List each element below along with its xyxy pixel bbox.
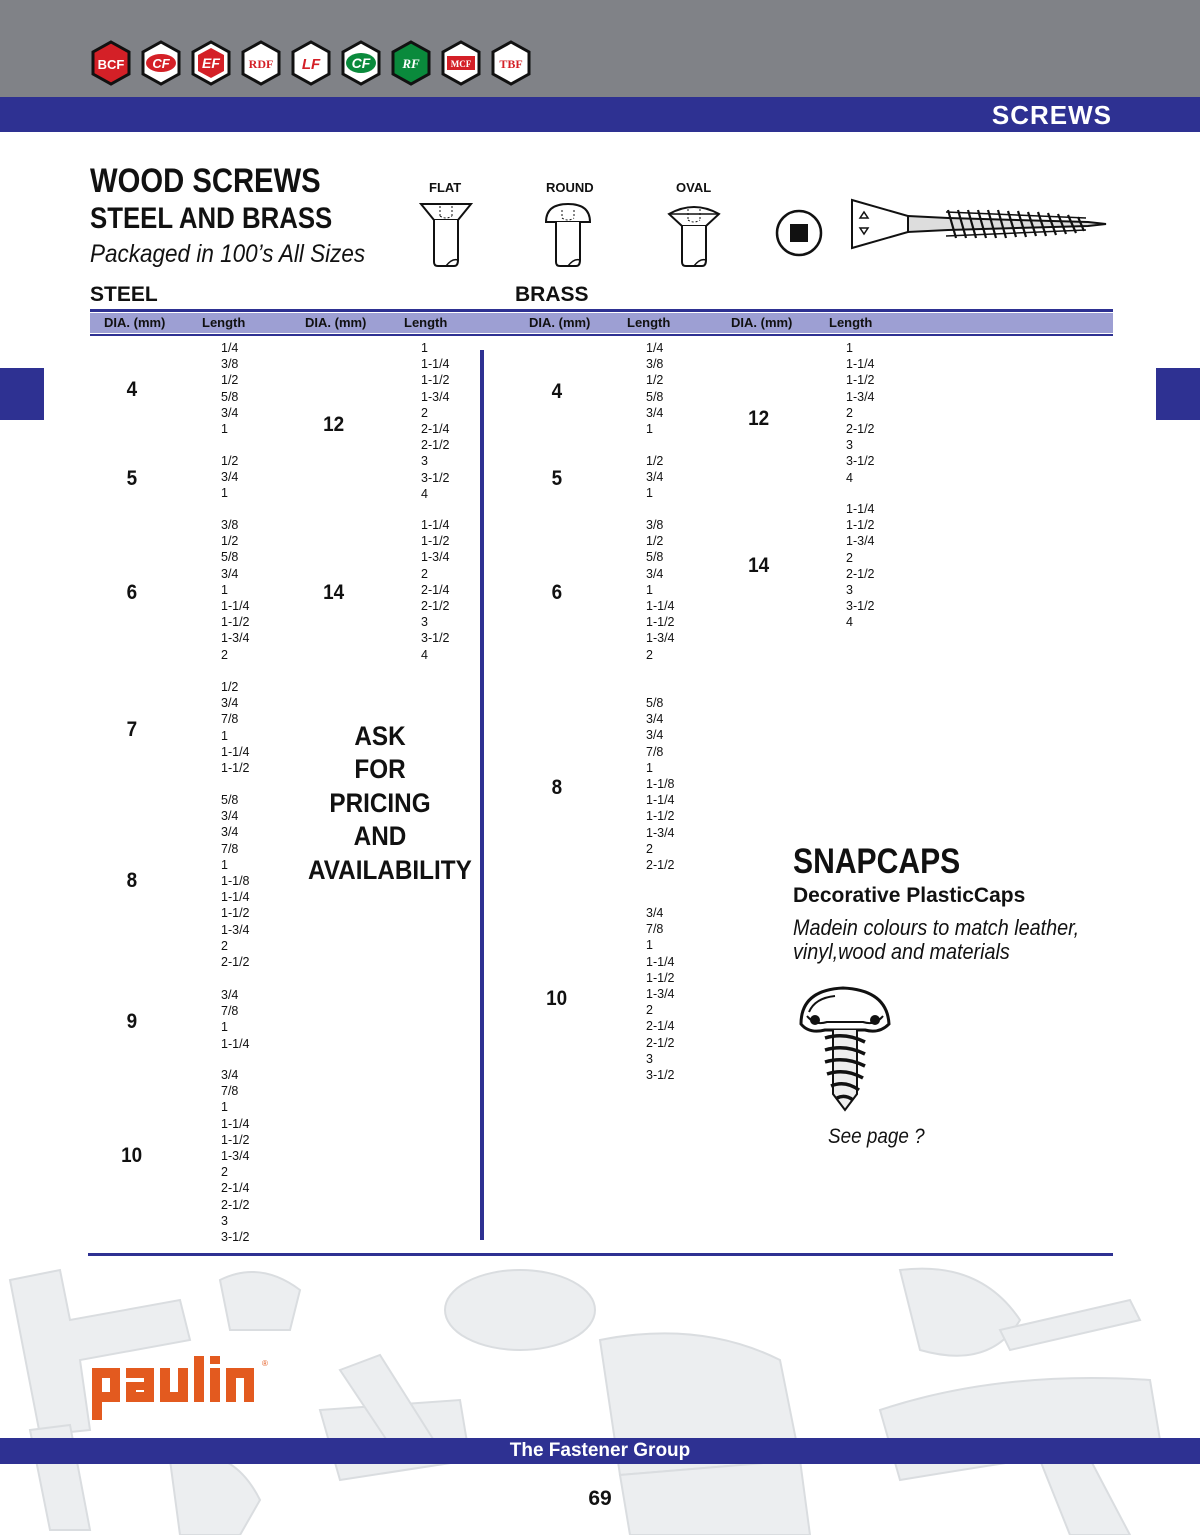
cf-logo-icon: [138, 40, 184, 86]
brass-dia-14: 14: [748, 554, 770, 577]
brass-lengths-14: 1-1/4 1-1/2 1-3/4 2 2-1/2 3 3-1/2 4: [846, 502, 875, 630]
head-type-flat-label: FLAT: [429, 180, 462, 195]
see-page-note: See page ?: [828, 1125, 925, 1148]
brass-dia-8: 8: [551, 776, 563, 799]
snapcap-screw-illustration-icon: [795, 982, 895, 1112]
lf-logo-icon: [288, 40, 334, 86]
brass-dia-header-2: DIA. (mm): [731, 315, 793, 330]
steel-lengths-8: 5/8 3/4 3/4 7/8 1 1-1/8 1-1/4 1-1/2 1-3/4 2 2-1/2: [221, 793, 250, 970]
cf-green-logo-icon: [338, 40, 384, 86]
steel-lengths-5: 1/2 3/4 1: [221, 454, 239, 501]
steel-dia-8: 8: [126, 869, 138, 892]
bcf-logo-icon: [88, 40, 134, 86]
square-drive-icon: [774, 208, 824, 258]
header-under-rule: [90, 334, 1113, 336]
brass-dia-10: 10: [546, 987, 568, 1010]
page-title: WOOD SCREWS: [90, 162, 321, 200]
steel-lengths-4: 1/4 3/8 1/2 5/8 3/4 1: [221, 341, 239, 437]
paulin-logo-icon: [92, 1356, 268, 1422]
column-header-row: [90, 313, 1113, 333]
company-name: The Fastener Group: [509, 1440, 691, 1461]
svg-text:®: ®: [262, 1359, 268, 1368]
brass-length-header: Length: [627, 315, 671, 330]
brass-lengths-12: 1 1-1/4 1-1/2 1-3/4 2 2-1/2 3 3-1/2 4: [846, 341, 875, 485]
rf-logo-icon: [388, 40, 434, 86]
brass-dia-4: 4: [551, 380, 563, 403]
steel-dia-5: 5: [126, 467, 138, 490]
page-subtitle: STEEL AND BRASS: [90, 202, 333, 235]
svg-text:LF: LF: [301, 56, 321, 73]
snapcaps-subtitle: Decorative PlasticCaps: [793, 884, 1026, 907]
steel-lengths-10: 3/4 7/8 1 1-1/4 1-1/2 1-3/4 2 2-1/4 2-1/2 3 3-1/2: [221, 1068, 250, 1245]
brass-dia-5: 5: [551, 467, 563, 490]
brass-lengths-6: 3/8 1/2 5/8 3/4 1 1-1/4 1-1/2 1-3/4 2: [646, 518, 675, 662]
brass-lengths-8: 5/8 3/4 3/4 7/8 1 1-1/8 1-1/4 1-1/2 1-3/4 2 2-1/2: [646, 696, 675, 873]
brass-lengths-10: 3/4 7/8 1 1-1/4 1-1/2 1-3/4 2 2-1/4 2-1/2 3 3-1/2: [646, 906, 675, 1083]
head-type-oval-label: OVAL: [676, 180, 712, 195]
brass-length-header-2: Length: [829, 315, 873, 330]
tbf-logo-icon: [488, 40, 534, 86]
section-title: SCREWS: [991, 100, 1112, 130]
svg-text:BCF: BCF: [97, 57, 125, 72]
steel-brass-divider: [480, 350, 484, 1240]
table-top-rule: [90, 309, 1113, 312]
steel-length-header-2: Length: [404, 315, 448, 330]
steel-dia-header-2: DIA. (mm): [305, 315, 367, 330]
steel-dia-14: 14: [323, 581, 345, 604]
svg-text:CF: CF: [152, 56, 170, 71]
mcf-logo-icon: [438, 40, 484, 86]
brass-dia-12: 12: [748, 407, 770, 430]
brand-logos: [88, 40, 534, 86]
steel-dia-12: 12: [323, 413, 345, 436]
brass-dia-6: 6: [551, 581, 563, 604]
steel-dia-9: 9: [126, 1010, 138, 1033]
snapcaps-description: Madein colours to match leather, vinyl,wood and materials: [793, 915, 1080, 964]
brass-lengths-4: 1/4 3/8 1/2 5/8 3/4 1: [646, 341, 664, 437]
oval-head-screw-icon: [666, 200, 722, 272]
steel-lengths-6: 3/8 1/2 5/8 3/4 1 1-1/4 1-1/2 1-3/4 2: [221, 518, 250, 662]
steel-dia-6: 6: [126, 581, 138, 604]
side-tab-right: [1156, 368, 1200, 420]
brass-dia-header: DIA. (mm): [529, 315, 591, 330]
steel-heading: STEEL: [90, 283, 158, 306]
steel-dia-4: 4: [126, 378, 138, 401]
wood-screw-illustration-icon: [848, 196, 1110, 252]
steel-dia-header: DIA. (mm): [104, 315, 166, 330]
rdf-logo-icon: [238, 40, 284, 86]
brass-lengths-5: 1/2 3/4 1: [646, 454, 664, 501]
table-bottom-rule: [88, 1253, 1113, 1256]
ef-logo-icon: [188, 40, 234, 86]
svg-text:EF: EF: [202, 55, 220, 71]
svg-text:RDF: RDF: [248, 57, 274, 71]
steel-dia-10: 10: [121, 1144, 143, 1167]
side-tab-left: [0, 368, 44, 420]
svg-text:CF: CF: [351, 55, 371, 71]
packaging-note: Packaged in 100’s All Sizes: [90, 240, 366, 268]
head-type-round-label: ROUND: [546, 180, 594, 195]
ask-for-pricing-note: ASK FOR PRICING AND AVAILABILITY: [308, 721, 472, 885]
svg-text:MCF: MCF: [450, 59, 472, 69]
steel-lengths-9: 3/4 7/8 1 1-1/4: [221, 988, 250, 1051]
page-number: 69: [588, 1487, 612, 1510]
snapcaps-title: SNAPCAPS: [793, 842, 961, 881]
round-head-screw-icon: [540, 200, 596, 272]
steel-lengths-7: 1/2 3/4 7/8 1 1-1/4 1-1/2: [221, 680, 250, 776]
steel-dia-7: 7: [126, 718, 138, 741]
brass-heading: BRASS: [515, 283, 589, 306]
svg-text:TBF: TBF: [499, 57, 523, 71]
flat-head-screw-icon: [418, 200, 474, 272]
steel-length-header: Length: [202, 315, 246, 330]
steel-lengths-14: 1-1/4 1-1/2 1-3/4 2 2-1/4 2-1/2 3 3-1/2 4: [421, 518, 450, 662]
svg-text:RF: RF: [402, 56, 420, 71]
steel-lengths-12: 1 1-1/4 1-1/2 1-3/4 2 2-1/4 2-1/2 3 3-1/2 4: [421, 341, 450, 501]
